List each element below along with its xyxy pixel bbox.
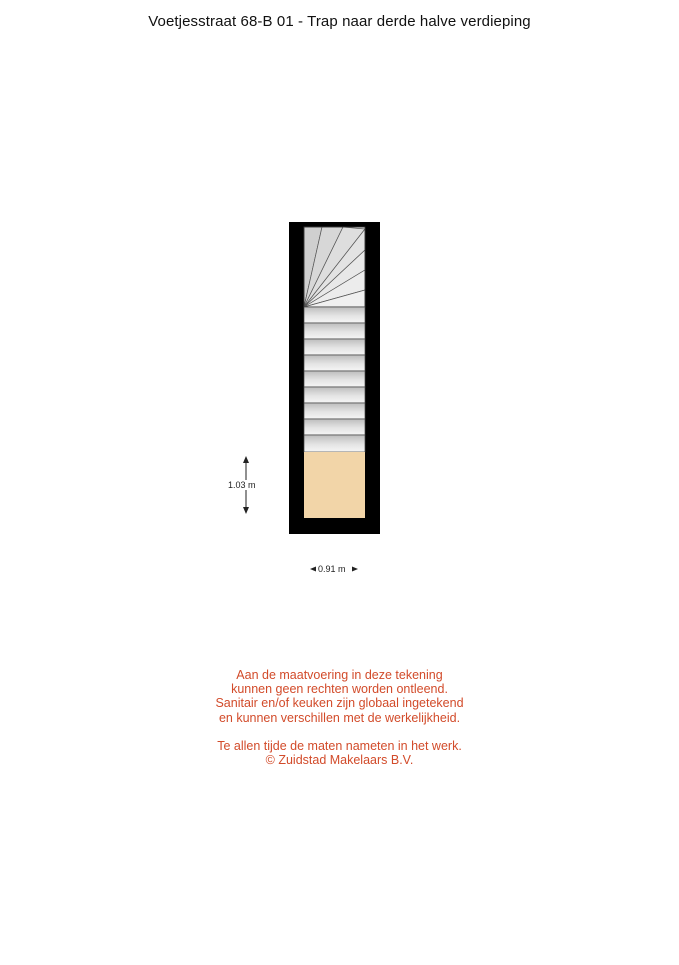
winder-steps: [304, 227, 365, 307]
disclaimer-line: Te allen tijde de maten nameten in het werk.: [217, 738, 462, 753]
disclaimer-line: Aan de maatvoering in deze tekening: [236, 668, 443, 682]
height-dimension-label: 1.03 m: [228, 480, 256, 490]
width-dimension-label: 0.91 m: [318, 564, 346, 574]
page-title: Voetjesstraat 68-B 01 - Trap naar derde halve verdieping: [148, 13, 531, 30]
copyright-line: © Zuidstad Makelaars B.V.: [265, 753, 414, 768]
disclaimer: [0, 668, 679, 767]
disclaimer-line: Sanitair en/of keuken zijn globaal ingetekend: [215, 696, 464, 711]
disclaimer-spacer: [0, 725, 679, 739]
disclaimer-line: en kunnen verschillen met de werkelijkheid.: [218, 710, 461, 725]
floor-landing: [304, 452, 365, 518]
disclaimer-line: kunnen geen rechten worden ontleend.: [231, 682, 448, 697]
straight-steps: [304, 307, 365, 452]
